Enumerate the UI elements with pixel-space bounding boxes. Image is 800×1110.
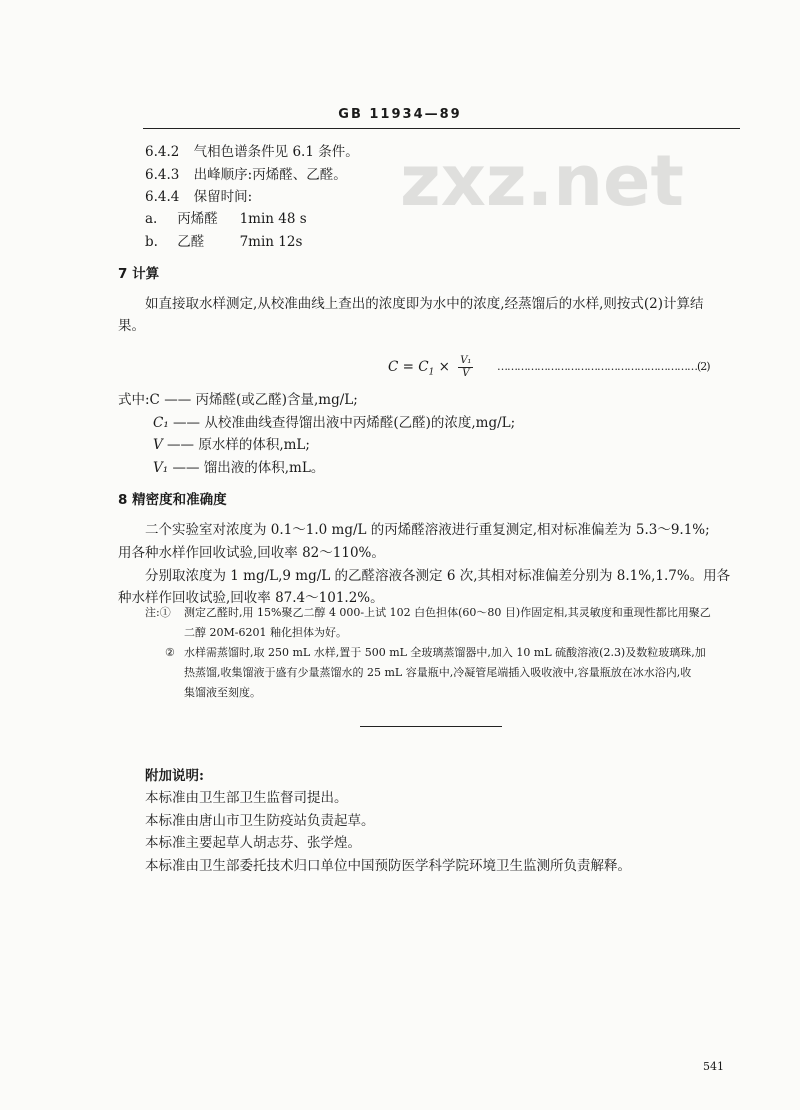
appendix-line: 本标准由唐山市卫生防疫站负责起草。 [145, 813, 375, 829]
clause-number: 6.4.4 [145, 189, 180, 205]
note-2-line1: 水样需蒸馏时,取 250 mL 水样,置于 500 mL 全玻璃蒸馏器中,加入 10 mL 硫酸溶液(2.3)及数粒玻璃珠,加 [184, 646, 706, 659]
note-2-line3: 集馏液至刻度。 [184, 686, 261, 699]
clause-text: 保留时间: [193, 189, 253, 205]
note-2-line2: 热蒸馏,收集馏液于盛有少量蒸馏水的 25 mL 容量瓶中,冷凝管尾端插入吸收液中,容量瓶放在冰水浴内,收 [184, 666, 692, 679]
where-symbol: C₁ [153, 415, 169, 431]
list-marker: b. [145, 234, 158, 250]
where-text: —— 从校准曲线查得馏出液中丙烯醛(乙醛)的浓度,mg/L; [173, 415, 516, 431]
section-8-p1-line2: 用各种水样作回收试验,回收率 82～110%。 [118, 545, 385, 561]
clause-text: 气相色谱条件见 6.1 条件。 [193, 144, 359, 160]
section-8-p1-line1: 二个实验室对浓度为 0.1～1.0 mg/L 的丙烯醛溶液进行重复测定,相对标准偏差为 5.3～9.1%; [145, 522, 710, 538]
where-item [153, 411, 515, 431]
retention-time: 7min 12s [239, 234, 303, 250]
where-item [153, 456, 324, 476]
formula-fraction [458, 355, 473, 380]
appendix-heading: 附加说明: [145, 768, 204, 784]
page-number: 541 [703, 1060, 724, 1073]
formula-lhs: C = C [388, 359, 429, 375]
section-7-heading: 7 计算 [118, 266, 160, 282]
where-text: —— 丙烯醛(或乙醛)含量,mg/L; [164, 392, 358, 408]
clause-6-4-2 [145, 140, 359, 160]
header-rule [143, 128, 740, 129]
list-marker: a. [145, 211, 158, 227]
retention-time: 1min 48 s [239, 211, 307, 227]
section-8-p2-line2: 种水样作回收试验,回收率 87.4～101.2%。 [118, 590, 384, 606]
clause-number: 6.4.2 [145, 144, 180, 160]
note-1-line2: 二醇 20M-6201 釉化担体为好。 [184, 626, 347, 639]
section-divider [360, 726, 502, 727]
clause-text: 出峰顺序:丙烯醛、乙醛。 [193, 167, 347, 183]
retention-item-b [145, 230, 302, 250]
section-7-para-line1: 如直接取水样测定,从校准曲线上查出的浓度即为水中的浓度,经蒸馏后的水样,则按式(2)计算结 [145, 296, 704, 312]
where-symbol: 式中:C [118, 392, 160, 408]
where-text: —— 原水样的体积,mL; [167, 437, 310, 453]
clause-number: 6.4.3 [145, 167, 180, 183]
where-symbol: V₁ [153, 460, 169, 476]
formula-2 [388, 355, 473, 380]
where-item [153, 433, 310, 453]
retention-item-a [145, 207, 307, 227]
clause-6-4-3 [145, 163, 347, 183]
clause-6-4-4 [145, 185, 252, 205]
compound-name: 丙烯醛 [177, 211, 218, 227]
section-8-heading: 8 精密度和准确度 [118, 492, 227, 508]
note-2-marker: ② [165, 646, 175, 659]
compound-name: 乙醛 [177, 234, 205, 250]
where-symbol: V [153, 437, 163, 453]
where-text: —— 馏出液的体积,mL。 [172, 460, 325, 476]
page-header: GB 11934—89 [338, 107, 462, 122]
formula-times: × [434, 359, 455, 375]
section-8-p2-line1: 分别取浓度为 1 mg/L,9 mg/L 的乙醛溶液各测定 6 次,其相对标准偏差分别为 8.1%,1.7%。用各 [145, 568, 731, 584]
note-1-line1: 测定乙醛时,用 15%聚乙二醇 4 000-上试 102 白色担体(60～80 目)作固定相,其灵敏度和重现性都比用聚乙 [184, 606, 711, 619]
appendix-line: 本标准由卫生部委托技术归口单位中国预防医学科学院环境卫生监测所负责解释。 [145, 858, 631, 874]
fraction-numerator: V₁ [460, 355, 472, 366]
watermark: zxz.net [400, 140, 684, 222]
appendix-line: 本标准主要起草人胡志芬、张学煌。 [145, 835, 361, 851]
appendix-line: 本标准由卫生部卫生监督司提出。 [145, 790, 348, 806]
formula-subscript: 1 [428, 367, 435, 378]
section-7-para-line2: 果。 [118, 318, 145, 334]
fraction-denominator: V [462, 368, 470, 379]
formula-leader-dots: ……………………………………………………(2) [497, 360, 710, 373]
note-label: 注:① [145, 606, 171, 619]
where-item [118, 388, 358, 408]
